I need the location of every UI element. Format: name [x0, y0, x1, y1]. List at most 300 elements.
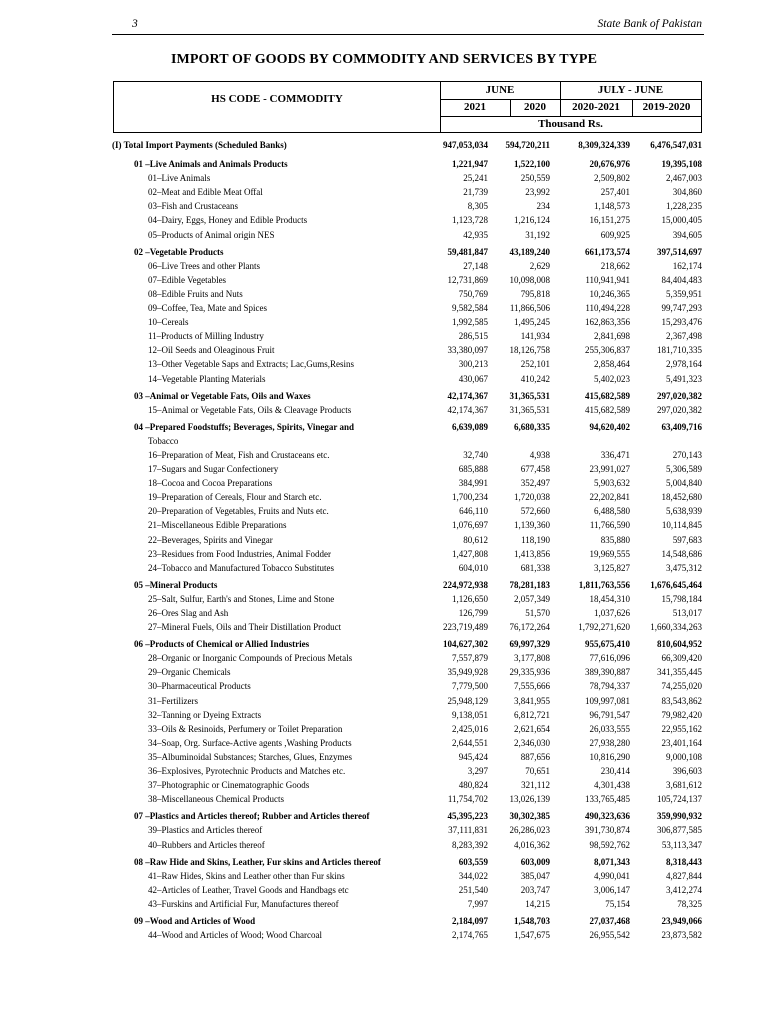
row-value-col-4: 513,017 — [672, 608, 702, 618]
row-value-col-4: 5,306,589 — [666, 464, 702, 475]
group-row — [112, 914, 704, 928]
table-row — [112, 708, 704, 722]
table-row — [112, 490, 704, 504]
row-value-col-4: 23,401,164 — [661, 737, 702, 748]
row-value-col-2: 23,992 — [525, 187, 550, 198]
row-label: 12‒Oil Seeds and Oleaginous Fruit — [148, 345, 275, 356]
row-value-col-1: 300,213 — [458, 359, 488, 370]
row-value-col-4: 396,603 — [672, 766, 702, 777]
row-value-col-1: 42,174,367 — [447, 404, 488, 415]
row-value-col-3: 26,955,542 — [589, 930, 630, 941]
table-row — [112, 504, 704, 518]
row-value-col-3: 75,154 — [605, 898, 630, 909]
row-label: 18‒Cocoa and Cocoa Preparations — [148, 478, 273, 489]
row-label: 23‒Residues from Food Industries, Animal Fodder — [148, 548, 331, 559]
row-value-col-4: 341,355,445 — [657, 667, 702, 678]
row-value-col-4: 5,004,840 — [666, 478, 702, 489]
table-row — [112, 736, 704, 750]
row-value-col-1: 480,824 — [458, 780, 488, 791]
row-value-col-1: 7,779,500 — [452, 681, 488, 692]
row-value-col-2: 795,818 — [520, 288, 550, 299]
group-row — [112, 245, 704, 259]
row-value-col-2: 26,286,023 — [509, 825, 550, 836]
table-row — [112, 606, 704, 620]
row-value-col-2: 321,112 — [521, 780, 550, 791]
row-value-col-4: 83,543,862 — [661, 695, 702, 706]
row-value-col-4: 8,318,443 — [666, 856, 702, 867]
row-label: 26‒Ores Slag and Ash — [148, 608, 229, 618]
row-value-col-1: 1,221,947 — [452, 159, 488, 170]
row-value-col-4: 6,476,547,031 — [650, 140, 702, 150]
row-value-col-3: 78,794,337 — [589, 681, 630, 692]
row-value-col-3: 490,323,636 — [585, 811, 630, 822]
row-value-col-3: 11,766,590 — [589, 520, 630, 531]
table-row — [112, 883, 704, 897]
row-value-col-3: 955,675,410 — [585, 639, 630, 650]
row-value-col-4: 79,982,420 — [661, 709, 702, 720]
row-value-col-1: 80,612 — [463, 534, 488, 545]
row-label: 25‒Salt, Sulfur, Earth's and Stones, Lime and Stone — [148, 593, 335, 604]
year-2021-header: 2021 — [464, 101, 486, 113]
row-value-col-2: 252,101 — [520, 359, 550, 370]
row-label: 02 –Vegetable Products — [134, 246, 224, 257]
row-label: 42‒Articles of Leather, Travel Goods and Handbags etc — [148, 884, 349, 895]
row-value-col-4: 14,548,686 — [661, 548, 702, 559]
table-row — [112, 823, 704, 837]
row-value-col-4: 3,681,612 — [666, 780, 702, 791]
row-value-col-2: 887,656 — [520, 751, 550, 762]
row-value-col-2: 7,555,666 — [514, 681, 550, 692]
row-label: 27‒Mineral Fuels, Oils and Their Distillation Product — [148, 622, 342, 633]
row-value-col-1: 603,559 — [458, 856, 488, 867]
table-row — [112, 403, 704, 417]
row-label: 15‒Animal or Vegetable Fats, Oils & Cleavage Products — [148, 404, 352, 415]
row-value-col-1: 7,997 — [467, 898, 488, 909]
row-label: Tobacco — [148, 435, 179, 446]
year-2020-header: 2020 — [524, 101, 546, 113]
row-label: 07 –Plastics and Articles thereof; Rubber and Articles thereof — [134, 811, 370, 822]
row-value-col-2: 141,934 — [520, 331, 550, 342]
row-label: 17‒Sugars and Sugar Confectionery — [148, 464, 279, 475]
row-value-col-3: 4,990,041 — [594, 870, 630, 881]
row-value-col-4: 297,020,382 — [657, 390, 702, 401]
row-value-col-2: 10,098,008 — [509, 274, 550, 285]
row-value-col-4: 78,325 — [677, 898, 702, 909]
row-label: 01 –Live Animals and Animals Products — [134, 159, 288, 170]
row-value-col-1: 224,972,938 — [443, 579, 488, 590]
row-label: 30‒Pharmaceutical Products — [148, 681, 251, 692]
row-label: 07‒Edible Vegetables — [148, 274, 227, 285]
group-row — [112, 157, 704, 171]
row-label: 24‒Tobacco and Manufactured Tobacco Substitutes — [148, 562, 335, 573]
row-value-col-4: 5,491,323 — [666, 373, 702, 384]
table-row — [112, 448, 704, 462]
row-value-col-2: 51,570 — [525, 608, 550, 618]
group-row — [112, 578, 704, 592]
row-value-col-4: 5,359,951 — [666, 288, 702, 299]
row-value-col-2: 6,812,721 — [514, 709, 550, 720]
row-label: 05 –Mineral Products — [134, 579, 218, 590]
row-label: 06 –Products of Chemical or Allied Industries — [134, 639, 310, 650]
row-value-col-3: 18,454,310 — [589, 593, 630, 604]
row-value-col-4: 1,660,334,263 — [650, 622, 702, 633]
row-label: 05‒Products of Animal origin NES — [148, 229, 275, 240]
row-value-col-3: 3,006,147 — [594, 884, 630, 895]
fy-2020-2021-header: 2020-2021 — [572, 101, 620, 113]
row-value-col-1: 2,174,765 — [452, 930, 488, 941]
page-number: 3 — [132, 18, 138, 30]
row-value-col-1: 344,022 — [458, 870, 488, 881]
row-value-col-4: 74,255,020 — [661, 681, 702, 692]
table-row — [112, 171, 704, 185]
row-value-col-4: 99,747,293 — [661, 303, 702, 314]
row-label: 22‒Beverages, Spirits and Vinegar — [148, 534, 273, 545]
row-label: 36‒Explosives, Pyrotechnic Products and Matches etc. — [148, 766, 346, 777]
row-value-col-4: 4,827,844 — [666, 870, 702, 881]
row-value-col-4: 306,877,585 — [657, 825, 702, 836]
table-row — [112, 228, 704, 242]
row-value-col-2: 2,346,030 — [514, 737, 550, 748]
row-value-col-1: 685,888 — [458, 464, 488, 475]
row-value-col-3: 255,306,837 — [585, 345, 630, 356]
row-value-col-4: 810,604,952 — [657, 639, 702, 650]
row-value-col-3: 415,682,589 — [585, 404, 630, 415]
page-title: IMPORT OF GOODS BY COMMODITY AND SERVICES BY TYPE — [170, 52, 598, 67]
table-row — [112, 462, 704, 476]
row-value-col-4: 105,724,137 — [657, 794, 702, 805]
row-value-col-3: 96,791,547 — [589, 709, 630, 720]
table-row — [112, 301, 704, 315]
row-label: 06‒Live Trees and other Plants — [148, 260, 260, 271]
table-row — [112, 722, 704, 736]
row-label: 33‒Oils & Resinoids, Perfumery or Toilet Preparation — [148, 723, 343, 734]
row-label: 39‒Plastics and Articles thereof — [148, 825, 263, 836]
row-value-col-2: 203,747 — [520, 884, 550, 895]
row-label: 08‒Edible Fruits and Nuts — [148, 288, 243, 299]
row-value-col-1: 750,769 — [458, 288, 488, 299]
row-value-col-1: 1,992,585 — [452, 317, 488, 328]
row-value-col-4: 10,114,845 — [661, 520, 702, 531]
commodity-table — [112, 138, 704, 942]
table-row — [112, 620, 704, 634]
row-value-col-4: 9,000,108 — [666, 751, 702, 762]
row-value-col-3: 94,620,402 — [589, 421, 630, 432]
row-value-col-4: 18,452,680 — [661, 492, 702, 503]
row-label: 09‒Coffee, Tea, Mate and Spices — [148, 303, 268, 314]
unit-label: Thousand Rs. — [538, 118, 603, 130]
row-value-col-2: 1,139,360 — [514, 520, 550, 531]
row-value-col-4: 23,873,582 — [661, 930, 702, 941]
row-value-col-2: 1,548,703 — [514, 915, 550, 926]
table-row — [112, 372, 704, 386]
row-value-col-4: 162,174 — [672, 260, 702, 271]
table-row — [112, 518, 704, 532]
row-value-col-1: 945,424 — [458, 751, 488, 762]
row-value-col-3: 10,246,365 — [589, 288, 630, 299]
row-value-col-4: 3,475,312 — [666, 562, 702, 573]
group-row — [112, 389, 704, 403]
row-value-col-2: 603,009 — [520, 856, 550, 867]
row-value-col-2: 43,189,240 — [509, 246, 550, 257]
row-value-col-1: 45,395,223 — [447, 811, 488, 822]
table-row — [112, 750, 704, 764]
table-row — [112, 792, 704, 806]
row-value-col-4: 394,605 — [672, 229, 702, 240]
row-label: 16‒Preparation of Meat, Fish and Crustaceans etc. — [148, 449, 330, 460]
row-value-col-1: 3,297 — [467, 766, 488, 777]
row-value-col-2: 572,660 — [520, 506, 550, 517]
row-value-col-4: 84,404,483 — [661, 274, 702, 285]
row-value-col-2: 1,413,856 — [514, 548, 550, 559]
row-value-col-2: 3,841,955 — [514, 695, 550, 706]
row-value-col-2: 76,172,264 — [509, 622, 550, 633]
row-label: 29‒Organic Chemicals — [148, 667, 231, 678]
row-label: 09 –Wood and Articles of Wood — [134, 915, 256, 926]
row-label: 02‒Meat and Edible Meat Offal — [148, 187, 263, 198]
table-row — [112, 213, 704, 227]
table-row — [112, 928, 704, 942]
row-value-col-3: 336,471 — [600, 449, 630, 460]
row-value-col-4: 23,949,066 — [661, 915, 702, 926]
row-value-col-1: 104,627,302 — [443, 639, 488, 650]
row-value-col-1: 42,935 — [463, 229, 488, 240]
table-header — [113, 81, 702, 133]
commodity-column-header: HS CODE - COMMODITY — [211, 93, 343, 105]
row-value-col-3: 109,997,081 — [585, 695, 630, 706]
row-value-col-3: 27,938,280 — [589, 737, 630, 748]
row-value-col-4: 1,676,645,464 — [650, 579, 702, 590]
row-value-col-1: 9,582,584 — [452, 303, 488, 314]
fy-2019-2020-header: 2019-2020 — [642, 101, 691, 113]
table-row — [112, 897, 704, 911]
row-value-col-3: 1,811,763,556 — [578, 579, 630, 590]
row-value-col-1: 12,731,869 — [447, 274, 488, 285]
row-value-col-2: 410,242 — [520, 373, 550, 384]
table-row — [112, 185, 704, 199]
row-value-col-2: 1,547,675 — [514, 930, 550, 941]
row-value-col-4: 66,309,420 — [661, 653, 702, 664]
row-label: 11‒Products of Milling Industry — [148, 331, 264, 342]
row-value-col-1: 8,283,392 — [452, 839, 488, 850]
row-value-col-3: 8,309,324,339 — [578, 140, 630, 150]
row-value-col-3: 16,151,275 — [589, 215, 630, 226]
row-value-col-4: 297,020,382 — [657, 404, 702, 415]
row-value-col-3: 5,903,632 — [594, 478, 630, 489]
row-value-col-3: 391,730,874 — [585, 825, 630, 836]
table-row — [112, 343, 704, 357]
row-label: 20‒Preparation of Vegetables, Fruits and Nuts etc. — [148, 506, 329, 517]
row-value-col-4: 15,798,184 — [661, 593, 702, 604]
row-value-col-4: 2,978,164 — [666, 359, 702, 370]
row-value-col-1: 251,540 — [458, 884, 488, 895]
publisher-name: State Bank of Pakistan — [597, 18, 702, 30]
row-value-col-2: 2,621,654 — [514, 723, 550, 734]
row-value-col-1: 1,076,697 — [452, 520, 488, 531]
table-row — [112, 259, 704, 273]
row-value-col-3: 98,592,762 — [589, 839, 630, 850]
row-value-col-4: 181,710,335 — [657, 345, 702, 356]
group-row — [112, 809, 704, 823]
row-value-col-4: 597,683 — [672, 534, 702, 545]
row-value-col-1: 27,148 — [463, 260, 488, 271]
row-value-col-3: 2,858,464 — [594, 359, 630, 370]
row-value-col-2: 681,338 — [520, 562, 550, 573]
row-value-col-2: 14,215 — [525, 898, 550, 909]
row-value-col-2: 1,522,100 — [514, 159, 550, 170]
row-value-col-2: 29,335,936 — [509, 667, 550, 678]
row-value-col-4: 22,955,162 — [661, 723, 702, 734]
table-row — [112, 665, 704, 679]
row-value-col-4: 19,395,108 — [661, 159, 702, 170]
row-label: 01‒Live Animals — [148, 173, 211, 184]
row-value-col-2: 250,559 — [520, 173, 550, 184]
row-value-col-4: 3,412,274 — [666, 884, 702, 895]
table-row — [112, 287, 704, 301]
table-row — [112, 838, 704, 852]
row-value-col-2: 3,177,808 — [514, 653, 550, 664]
row-value-col-3: 1,148,573 — [594, 201, 630, 212]
row-value-col-2: 18,126,758 — [509, 345, 550, 356]
row-value-col-3: 5,402,023 — [594, 373, 630, 384]
table-row — [112, 778, 704, 792]
row-value-col-2: 69,997,329 — [509, 639, 550, 650]
row-value-col-4: 397,514,697 — [657, 246, 702, 257]
row-value-col-1: 430,067 — [458, 373, 488, 384]
row-value-col-4: 359,990,932 — [657, 811, 702, 822]
row-label: 19‒Preparation of Cereals, Flour and Starch etc. — [148, 492, 322, 503]
row-label: 03‒Fish and Crustaceans — [148, 201, 238, 212]
row-value-col-2: 2,057,349 — [514, 593, 550, 604]
row-value-col-4: 304,860 — [672, 187, 702, 198]
july-june-header: JULY - JUNE — [597, 84, 664, 96]
row-value-col-2: 1,216,124 — [514, 215, 550, 226]
row-label: 35‒Albuminoidal Substances; Starches, Glues, Enzymes — [148, 751, 352, 762]
row-value-col-3: 3,125,827 — [594, 562, 630, 573]
row-value-col-4: 15,000,405 — [661, 215, 702, 226]
row-label: 37‒Photographic or Cinematographic Goods — [148, 780, 310, 791]
row-label: (I) Total Import Payments (Scheduled Banks) — [112, 140, 287, 150]
row-label: 04 –Prepared Foodstuffs; Beverages, Spirits, Vinegar and — [134, 421, 354, 432]
row-value-col-1: 1,123,728 — [452, 215, 488, 226]
row-value-col-2: 594,720,211 — [505, 140, 550, 150]
row-label: 44‒Wood and Articles of Wood; Wood Charcoal — [148, 930, 322, 941]
row-value-col-3: 19,969,555 — [589, 548, 630, 559]
row-value-col-4: 53,113,347 — [661, 839, 702, 850]
row-value-col-1: 11,754,702 — [447, 794, 488, 805]
row-value-col-3: 6,488,580 — [594, 506, 630, 517]
row-value-col-2: 70,651 — [525, 766, 550, 777]
row-label: 41‒Raw Hides, Skins and Leather other than Fur skins — [148, 870, 345, 881]
row-value-col-4: 15,293,476 — [661, 317, 702, 328]
table-row — [112, 651, 704, 665]
row-label: 21‒Miscellaneous Edible Preparations — [148, 520, 287, 531]
row-value-col-1: 25,241 — [463, 173, 488, 184]
row-value-col-3: 218,662 — [600, 260, 630, 271]
table-row — [112, 273, 704, 287]
row-value-col-3: 2,841,698 — [594, 331, 630, 342]
row-value-col-3: 23,991,027 — [589, 464, 630, 475]
table-row — [112, 694, 704, 708]
table-row — [112, 329, 704, 343]
row-value-col-1: 42,174,367 — [447, 390, 488, 401]
row-value-col-1: 1,427,808 — [452, 548, 488, 559]
row-value-col-3: 162,863,356 — [585, 317, 630, 328]
row-value-col-3: 415,682,589 — [585, 390, 630, 401]
row-label: 13‒Other Vegetable Saps and Extracts; Lac,Gums,Resins — [148, 359, 355, 370]
row-value-col-3: 230,414 — [600, 766, 630, 777]
row-value-col-3: 4,301,438 — [594, 780, 630, 791]
row-value-col-2: 2,629 — [529, 260, 550, 271]
table-row — [112, 561, 704, 575]
table-row — [112, 547, 704, 561]
row-value-col-1: 1,126,650 — [452, 593, 488, 604]
row-label: 40‒Rubbers and Articles thereof — [148, 839, 265, 850]
row-value-col-3: 110,494,228 — [585, 303, 630, 314]
table-row — [112, 533, 704, 547]
row-value-col-1: 947,053,034 — [443, 140, 488, 150]
table-row — [112, 199, 704, 213]
row-value-col-3: 77,616,096 — [589, 653, 630, 664]
group-row — [112, 855, 704, 869]
row-value-col-4: 270,143 — [672, 449, 702, 460]
row-value-col-1: 646,110 — [459, 506, 488, 517]
row-label: 34‒Soap, Org. Surface-Active agents ,Washing Products — [148, 737, 352, 748]
row-value-col-1: 223,719,489 — [443, 622, 488, 633]
row-label: 28‒Organic or Inorganic Compounds of Precious Metals — [148, 653, 353, 664]
table-row — [112, 357, 704, 371]
row-value-col-2: 385,047 — [520, 870, 550, 881]
row-value-col-1: 32,740 — [463, 449, 488, 460]
row-value-col-3: 257,401 — [600, 187, 630, 198]
row-value-col-1: 2,644,551 — [452, 737, 488, 748]
row-value-col-2: 352,497 — [520, 478, 550, 489]
row-value-col-3: 133,765,485 — [585, 794, 630, 805]
row-value-col-1: 7,557,879 — [452, 653, 488, 664]
row-value-col-1: 9,138,051 — [452, 709, 488, 720]
row-value-col-3: 609,925 — [600, 229, 630, 240]
row-value-col-3: 1,792,271,620 — [578, 622, 630, 633]
row-value-col-1: 6,639,089 — [452, 421, 488, 432]
row-value-col-2: 11,866,506 — [509, 303, 550, 314]
table-row — [112, 764, 704, 778]
row-value-col-2: 31,365,531 — [509, 390, 550, 401]
row-value-col-1: 33,380,097 — [447, 345, 488, 356]
total-row — [112, 138, 704, 152]
row-value-col-4: 5,638,939 — [666, 506, 702, 517]
page-header — [112, 16, 704, 35]
group-row — [112, 420, 704, 434]
row-value-col-2: 31,365,531 — [509, 404, 550, 415]
row-value-col-2: 677,458 — [520, 464, 550, 475]
row-value-col-3: 389,390,887 — [585, 667, 630, 678]
row-value-col-2: 31,192 — [525, 229, 550, 240]
row-value-col-1: 8,305 — [467, 201, 488, 212]
row-value-col-4: 2,367,498 — [666, 331, 702, 342]
row-value-col-2: 1,720,038 — [514, 492, 550, 503]
row-value-col-1: 59,481,847 — [447, 246, 488, 257]
row-value-col-4: 2,467,003 — [666, 173, 702, 184]
row-value-col-4: 63,409,716 — [661, 421, 702, 432]
row-label: 32‒Tanning or Dyeing Extracts — [148, 709, 262, 720]
row-value-col-1: 384,991 — [458, 478, 488, 489]
row-value-col-3: 27,037,468 — [589, 915, 630, 926]
row-value-col-3: 661,173,574 — [585, 246, 630, 257]
row-value-col-2: 78,281,183 — [509, 579, 550, 590]
row-value-col-2: 118,190 — [521, 534, 550, 545]
row-value-col-2: 234 — [536, 201, 550, 212]
june-header: JUNE — [485, 84, 515, 96]
row-value-col-2: 1,495,245 — [514, 317, 550, 328]
